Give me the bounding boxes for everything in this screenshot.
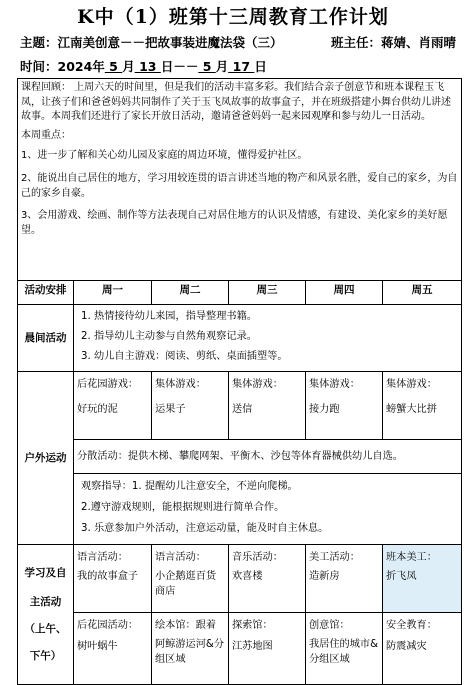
time-day-start: 13: [134, 59, 161, 74]
study-label-text: 后花园活动：: [77, 620, 139, 631]
study-label-d: 下午）: [29, 649, 62, 662]
game-value: 运果子: [155, 404, 186, 415]
game-label: 集体游戏：: [309, 379, 360, 390]
time-month-unit-start: 月: [122, 59, 135, 74]
study-label-a: 学习及自: [24, 566, 67, 579]
study-value-text: 欢喜楼: [232, 571, 263, 582]
observe-item-3: 3. 乐意参加户外活动，注意运动量，能及时自主休息。: [81, 523, 329, 534]
study-value-text: 折飞凤: [386, 571, 417, 582]
time-day-end: 17: [228, 59, 255, 74]
study-label-text: 探索馆：: [232, 620, 273, 631]
game-label: 后花园游戏：: [77, 379, 139, 390]
study-row-2: [18, 613, 462, 685]
course-review: 课程回顾： 上周六天的时间里，但是我们的活动丰富多彩。我们结合亲子创意节和班本课程玉飞凤，让孩子们和爸爸妈妈共同制作了关于玉飞凤故事的故事盒子，并在班级搭建小舞台供幼儿讲述故事。本周我们还进行了家长开放日活动，邀请爸爸妈妈一起来园观摩和参与幼儿一日活动。: [21, 82, 451, 123]
outdoor-game-fri: [383, 372, 462, 440]
study-label-text: 美工活动：: [309, 552, 360, 563]
outdoor-observe-row: [18, 474, 462, 545]
time-prefix: 时间：2024年: [20, 59, 105, 74]
study-label-c: （上午、: [24, 622, 67, 635]
goal-2: 2、能说出自己居住的地方，学习用较连贯的语言讲述当地的物产和风景名胜，爱自己的家乡，为自己的家乡自豪。: [21, 172, 458, 199]
time-separator: 日－－: [160, 59, 199, 74]
outdoor-observe: [74, 474, 462, 545]
outdoor-game-thu: [306, 372, 383, 440]
time-line: [20, 58, 460, 76]
goal-1: 1、进一步了解和关心幼儿园及家庭的周边环境，懂得爱护社区。: [21, 150, 308, 162]
study-label-text: 班本美工：: [386, 552, 437, 563]
study-tue-1: [152, 545, 229, 613]
study-tue-2: [152, 613, 229, 685]
observe-item-2: 2.遵守游戏规则，能根据规则进行简单合作。: [81, 502, 285, 513]
time-suffix: 日: [254, 59, 267, 74]
outdoor-scattered-row: [18, 440, 462, 474]
study-wed-2: [229, 613, 306, 685]
study-label-text: 安全教育：: [386, 620, 437, 631]
study-value-text: 小企鹅逛百货商店: [155, 571, 217, 597]
header-activity: 活动安排: [18, 281, 74, 305]
outdoor-game-mon: [74, 372, 152, 440]
morning-item-1: 1. 热情接待幼儿来园，指导整理书籍。: [81, 311, 257, 322]
game-value: 送信: [232, 404, 253, 415]
header-tuesday: 周二: [152, 281, 229, 305]
game-label: 集体游戏：: [155, 379, 206, 390]
game-value: 接力跑: [309, 404, 340, 415]
study-fri-1: [383, 545, 462, 613]
outdoor-game-tue: [152, 372, 229, 440]
intro-row: [18, 79, 462, 281]
study-mon-2: [74, 613, 152, 685]
study-label-text: 音乐活动：: [232, 552, 283, 563]
study-value-text: 江苏地图: [232, 641, 273, 652]
morning-row: [18, 305, 462, 372]
header-thursday: 周四: [306, 281, 383, 305]
study-value-text: 防震减灾: [386, 641, 427, 652]
theme-text: 主题：江南美创意－－把故事装进魔法袋（三）: [20, 35, 283, 50]
game-label: 集体游戏：: [386, 379, 437, 390]
goal-3: 3、会用游戏、绘画、制作等方法表现自己对居住地方的认识及情感，有建设、美化家乡的美好愿望。: [21, 210, 448, 236]
header-wednesday: 周三: [229, 281, 306, 305]
time-month-start: 5: [104, 59, 123, 74]
study-thu-1: [306, 545, 383, 613]
game-label: 集体游戏：: [232, 379, 283, 390]
study-label-text: 创意馆：: [309, 620, 350, 631]
header-friday: 周五: [383, 281, 462, 305]
outdoor-scattered: 分散活动：提供木梯、攀爬网架、平衡木、沙包等体育器械供幼儿自选。: [74, 440, 462, 474]
observe-item-1: 观察指导：1. 提醒幼儿注意安全，不逆向爬梯。: [81, 481, 298, 492]
page-title: K中（1）班第十三周教育工作计划: [77, 6, 389, 28]
time-month-unit-end: 月: [215, 59, 229, 74]
game-value: 螃蟹大比拼: [386, 404, 437, 415]
focus-label: 本周重点：: [21, 129, 71, 141]
time-month-end: 5: [198, 59, 216, 74]
study-label-text: 语言活动：: [77, 552, 128, 563]
study-label-b: 主活动: [29, 595, 62, 608]
teacher-text: 班主任：蒋婧、肖雨晴: [330, 35, 456, 50]
study-row-1: [18, 545, 462, 613]
study-label-text: 语言活动：: [155, 552, 206, 563]
study-value-text: 树叶蜗牛: [77, 641, 118, 652]
outdoor-game-wed: [229, 372, 306, 440]
table-header-row: [18, 281, 462, 305]
study-value-text: 阿鲸游运河&分组区域: [155, 639, 225, 665]
morning-item-2: 2. 指导幼儿主动参与自然角观察记录。: [81, 331, 257, 342]
intro-cell: [18, 79, 462, 281]
outdoor-games-row: [18, 372, 462, 440]
outdoor-label: 户外运动: [18, 372, 74, 545]
game-value: 好玩的泥: [77, 404, 118, 415]
study-fri-2: [383, 613, 462, 685]
morning-label: 晨间活动: [18, 305, 74, 372]
study-label: [18, 545, 74, 685]
study-label-text: 绘本馆：跟着: [155, 620, 217, 631]
plan-table: [17, 78, 462, 685]
theme-line: [20, 34, 460, 52]
morning-item-3: 3. 幼儿自主游戏：阅读、剪纸、桌面插塑等。: [81, 351, 288, 362]
header-monday: 周一: [74, 281, 152, 305]
study-value-text: 我居住的城市&分组区域: [309, 639, 379, 665]
study-value-text: 造新房: [309, 571, 340, 582]
study-thu-2: [306, 613, 383, 685]
study-mon-1: [74, 545, 152, 613]
study-wed-1: [229, 545, 306, 613]
morning-content: [74, 305, 462, 372]
study-value-text: 我的故事盒子: [77, 571, 139, 582]
